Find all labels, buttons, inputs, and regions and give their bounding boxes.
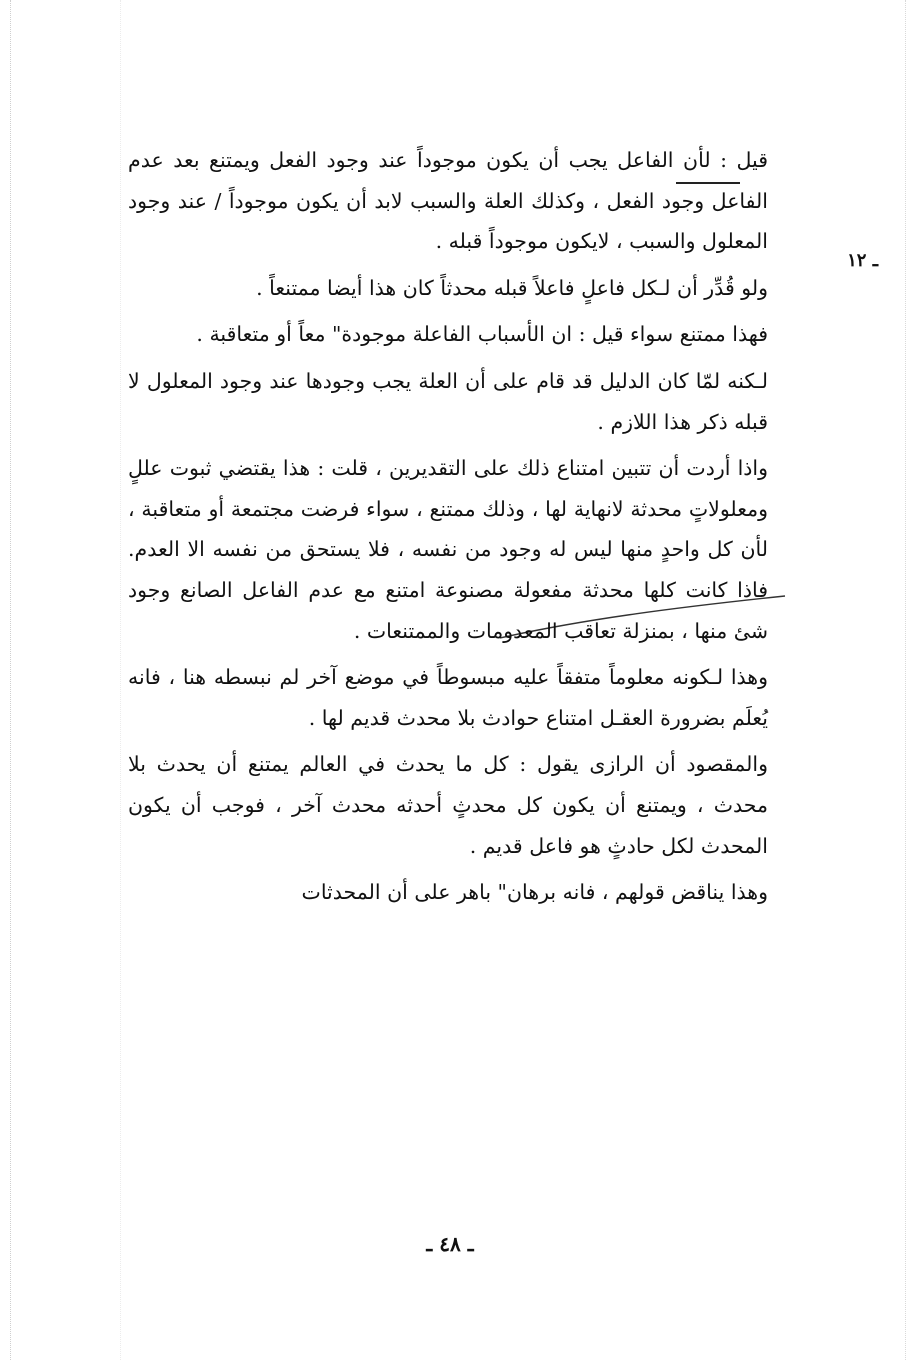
paragraph: وهذا يناقض قولهم ، فانه برهان" باهر على أن المحدثات	[301, 880, 768, 905]
paragraph: والمقصود أن الرازى يقول : كل ما يحدث في العالم يمتنع أن يحدث بلا محدث ، ويمتنع أن يكون كل محدثٍ أحدثه محدث آخر ، فوجب أن يكون المحدث لكل حادثٍ هو فاعل قديم .	[128, 752, 768, 858]
page-number: ـ ٤٨ ـ	[426, 1232, 474, 1256]
paragraph: لـكنه لمّا كان الدليل قد قام على أن العلة يجب وجودها عند وجود المعلول لا قبله ذكر هذا اللازم .	[128, 368, 768, 434]
paragraph: قيل : لأن الفاعل يجب أن يكون موجوداً عند وجود الفعل ويمتنع بعد عدم الفاعل وجود الفعل ، وكذلك العلة والسبب لابد أن يكون موجوداً / عند وجود المعلول والسبب ، لايكون موجوداً قبله .	[128, 148, 768, 254]
margin-note: ـ ١٢	[847, 250, 878, 271]
scan-guide-line	[120, 0, 121, 1360]
scan-edge-right	[905, 0, 906, 1360]
scan-edge-left	[10, 0, 11, 1360]
paragraph: واذا أردت أن تتبين امتناع ذلك على التقديرين ، قلت : هذا يقتضي ثبوت عللٍ ومعلولاتٍ محدثة لانهاية لها ، وذلك ممتنع ، سواء فرضت مجتمعة أو متعاقبة ، لأن كل واحدٍ منها ليس له وجود من نفسه ، فلا يستحق من نفسه الا العدم. فاذا كانت كلها محدثة مفعولة مصنوعة امتنع مع عدم الفاعل الصانع وجود شئ منها ، بمنزلة تعاقب المعدومات والممتنعات .	[128, 456, 768, 643]
paragraph: ولو قُدِّر أن لـكل فاعلٍ فاعلاً قبله محدثاً كان هذا أيضا ممتنعاً .	[256, 275, 768, 300]
paragraph: وهذا لـكونه معلوماً متفقاً عليه مبسوطاً في موضع آخر لم نبسطه هنا ، فانه يُعلَم بضرورة العقـل امتناع حوادث بلا محدث قديم لها .	[128, 665, 768, 730]
body-text	[128, 140, 768, 913]
paragraph: فهذا ممتنع سواء قيل : ان الأسباب الفاعلة موجودة" معاً أو متعاقبة .	[196, 322, 768, 347]
